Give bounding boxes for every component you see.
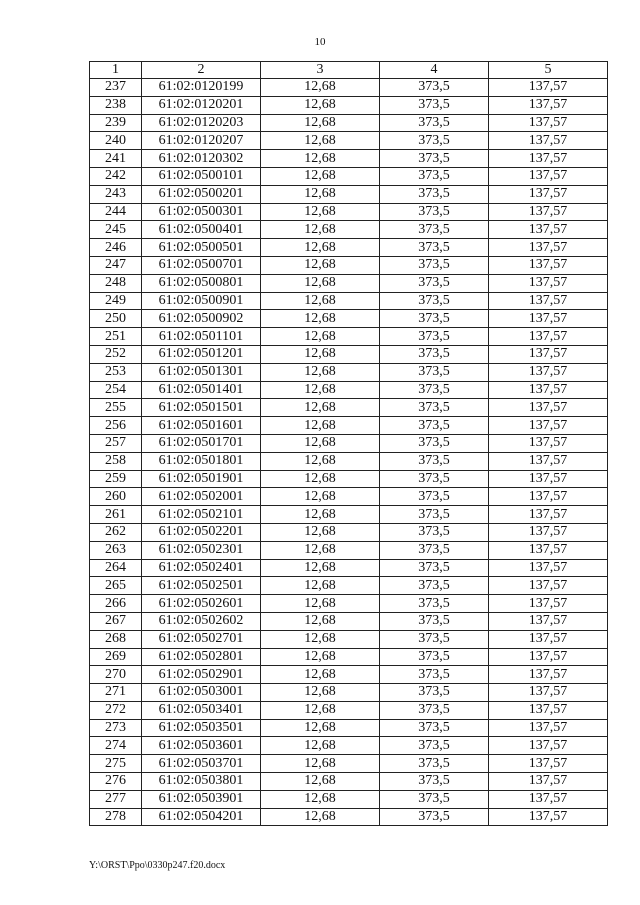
value-cell-4: 373,5	[380, 399, 489, 417]
value-cell-5: 137,57	[489, 808, 608, 826]
value-cell-4: 373,5	[380, 470, 489, 488]
column-header-5: 5	[489, 62, 608, 79]
value-cell-3: 12,68	[261, 363, 380, 381]
row-number-cell: 259	[90, 470, 142, 488]
table-row	[90, 648, 608, 666]
value-cell-5: 137,57	[489, 150, 608, 168]
cadastral-number-cell: 61:02:0120201	[142, 96, 261, 114]
value-cell-4: 373,5	[380, 381, 489, 399]
value-cell-4: 373,5	[380, 96, 489, 114]
table-row	[90, 470, 608, 488]
value-cell-5: 137,57	[489, 381, 608, 399]
table-row	[90, 523, 608, 541]
row-number-cell: 268	[90, 630, 142, 648]
row-number-cell: 261	[90, 506, 142, 524]
value-cell-3: 12,68	[261, 79, 380, 97]
table-row	[90, 292, 608, 310]
cadastral-number-cell: 61:02:0500201	[142, 185, 261, 203]
value-cell-3: 12,68	[261, 132, 380, 150]
table-row	[90, 595, 608, 613]
row-number-cell: 247	[90, 256, 142, 274]
table-row	[90, 488, 608, 506]
cadastral-number-cell: 61:02:0502701	[142, 630, 261, 648]
row-number-cell: 248	[90, 274, 142, 292]
table-row	[90, 274, 608, 292]
column-header-2: 2	[142, 62, 261, 79]
table-row	[90, 630, 608, 648]
value-cell-5: 137,57	[489, 96, 608, 114]
value-cell-5: 137,57	[489, 559, 608, 577]
value-cell-4: 373,5	[380, 114, 489, 132]
column-header-4: 4	[380, 62, 489, 79]
value-cell-5: 137,57	[489, 239, 608, 257]
table-row	[90, 221, 608, 239]
value-cell-3: 12,68	[261, 328, 380, 346]
value-cell-5: 137,57	[489, 167, 608, 185]
row-number-cell: 275	[90, 755, 142, 773]
value-cell-3: 12,68	[261, 790, 380, 808]
row-number-cell: 264	[90, 559, 142, 577]
table-row	[90, 719, 608, 737]
value-cell-3: 12,68	[261, 399, 380, 417]
column-header-3: 3	[261, 62, 380, 79]
value-cell-5: 137,57	[489, 132, 608, 150]
value-cell-3: 12,68	[261, 559, 380, 577]
row-number-cell: 257	[90, 434, 142, 452]
cadastral-number-cell: 61:02:0500902	[142, 310, 261, 328]
table-row	[90, 132, 608, 150]
value-cell-4: 373,5	[380, 256, 489, 274]
cadastral-number-cell: 61:02:0500801	[142, 274, 261, 292]
value-cell-5: 137,57	[489, 666, 608, 684]
value-cell-3: 12,68	[261, 256, 380, 274]
value-cell-4: 373,5	[380, 345, 489, 363]
cadastral-number-cell: 61:02:0500401	[142, 221, 261, 239]
value-cell-4: 373,5	[380, 79, 489, 97]
table-row	[90, 506, 608, 524]
row-number-cell: 262	[90, 523, 142, 541]
cadastral-number-cell: 61:02:0501701	[142, 434, 261, 452]
value-cell-5: 137,57	[489, 328, 608, 346]
cadastral-number-cell: 61:02:0503501	[142, 719, 261, 737]
row-number-cell: 277	[90, 790, 142, 808]
value-cell-4: 373,5	[380, 363, 489, 381]
table-row	[90, 381, 608, 399]
row-number-cell: 274	[90, 737, 142, 755]
row-number-cell: 266	[90, 595, 142, 613]
value-cell-3: 12,68	[261, 666, 380, 684]
table-row	[90, 114, 608, 132]
value-cell-4: 373,5	[380, 239, 489, 257]
row-number-cell: 273	[90, 719, 142, 737]
row-number-cell: 263	[90, 541, 142, 559]
row-number-cell: 267	[90, 612, 142, 630]
cadastral-number-cell: 61:02:0501501	[142, 399, 261, 417]
value-cell-4: 373,5	[380, 434, 489, 452]
row-number-cell: 265	[90, 577, 142, 595]
value-cell-3: 12,68	[261, 345, 380, 363]
row-number-cell: 254	[90, 381, 142, 399]
table-row	[90, 666, 608, 684]
cadastral-number-cell: 61:02:0120203	[142, 114, 261, 132]
value-cell-3: 12,68	[261, 274, 380, 292]
table-row	[90, 737, 608, 755]
cadastral-number-cell: 61:02:0503001	[142, 684, 261, 702]
row-number-cell: 249	[90, 292, 142, 310]
value-cell-4: 373,5	[380, 167, 489, 185]
cadastral-number-cell: 61:02:0501901	[142, 470, 261, 488]
value-cell-3: 12,68	[261, 773, 380, 791]
value-cell-4: 373,5	[380, 737, 489, 755]
row-number-cell: 260	[90, 488, 142, 506]
cadastral-number-cell: 61:02:0502601	[142, 595, 261, 613]
table-row	[90, 541, 608, 559]
cadastral-number-cell: 61:02:0502401	[142, 559, 261, 577]
value-cell-5: 137,57	[489, 274, 608, 292]
page-number: 10	[314, 36, 326, 48]
value-cell-3: 12,68	[261, 221, 380, 239]
value-cell-5: 137,57	[489, 755, 608, 773]
value-cell-4: 373,5	[380, 612, 489, 630]
value-cell-4: 373,5	[380, 755, 489, 773]
value-cell-5: 137,57	[489, 221, 608, 239]
value-cell-4: 373,5	[380, 310, 489, 328]
value-cell-4: 373,5	[380, 203, 489, 221]
table-row	[90, 434, 608, 452]
value-cell-3: 12,68	[261, 737, 380, 755]
value-cell-3: 12,68	[261, 452, 380, 470]
value-cell-3: 12,68	[261, 381, 380, 399]
column-header-1: 1	[90, 62, 142, 79]
table-row	[90, 452, 608, 470]
value-cell-4: 373,5	[380, 684, 489, 702]
cadastral-number-cell: 61:02:0500101	[142, 167, 261, 185]
value-cell-4: 373,5	[380, 541, 489, 559]
table-row	[90, 203, 608, 221]
row-number-cell: 258	[90, 452, 142, 470]
value-cell-5: 137,57	[489, 452, 608, 470]
row-number-cell: 255	[90, 399, 142, 417]
table-row	[90, 167, 608, 185]
cadastral-number-cell: 61:02:0501101	[142, 328, 261, 346]
cadastral-number-cell: 61:02:0500701	[142, 256, 261, 274]
value-cell-5: 137,57	[489, 256, 608, 274]
row-number-cell: 238	[90, 96, 142, 114]
value-cell-5: 137,57	[489, 595, 608, 613]
cadastral-number-cell: 61:02:0501401	[142, 381, 261, 399]
table-row	[90, 185, 608, 203]
table-row	[90, 399, 608, 417]
value-cell-5: 137,57	[489, 773, 608, 791]
row-number-cell: 244	[90, 203, 142, 221]
value-cell-5: 137,57	[489, 345, 608, 363]
row-number-cell: 237	[90, 79, 142, 97]
value-cell-3: 12,68	[261, 203, 380, 221]
cadastral-number-cell: 61:02:0120207	[142, 132, 261, 150]
value-cell-4: 373,5	[380, 274, 489, 292]
table-row	[90, 559, 608, 577]
table-row	[90, 701, 608, 719]
value-cell-4: 373,5	[380, 132, 489, 150]
cadastral-number-cell: 61:02:0504201	[142, 808, 261, 826]
cadastral-number-cell: 61:02:0501601	[142, 417, 261, 435]
value-cell-3: 12,68	[261, 470, 380, 488]
value-cell-3: 12,68	[261, 167, 380, 185]
value-cell-4: 373,5	[380, 328, 489, 346]
row-number-cell: 246	[90, 239, 142, 257]
cadastral-number-cell: 61:02:0503801	[142, 773, 261, 791]
row-number-cell: 272	[90, 701, 142, 719]
table-row	[90, 684, 608, 702]
row-number-cell: 245	[90, 221, 142, 239]
cadastral-number-cell: 61:02:0503601	[142, 737, 261, 755]
value-cell-3: 12,68	[261, 239, 380, 257]
value-cell-5: 137,57	[489, 790, 608, 808]
value-cell-4: 373,5	[380, 701, 489, 719]
table-row	[90, 96, 608, 114]
cadastral-number-cell: 61:02:0502301	[142, 541, 261, 559]
value-cell-3: 12,68	[261, 417, 380, 435]
row-number-cell: 271	[90, 684, 142, 702]
value-cell-4: 373,5	[380, 417, 489, 435]
table-header-row	[90, 62, 608, 79]
value-cell-4: 373,5	[380, 719, 489, 737]
value-cell-5: 137,57	[489, 292, 608, 310]
row-number-cell: 250	[90, 310, 142, 328]
value-cell-4: 373,5	[380, 773, 489, 791]
cadastral-number-cell: 61:02:0502101	[142, 506, 261, 524]
value-cell-4: 373,5	[380, 292, 489, 310]
value-cell-3: 12,68	[261, 114, 380, 132]
cadastral-number-cell: 61:02:0503701	[142, 755, 261, 773]
value-cell-5: 137,57	[489, 737, 608, 755]
value-cell-4: 373,5	[380, 577, 489, 595]
table-row	[90, 150, 608, 168]
cadastral-number-cell: 61:02:0120199	[142, 79, 261, 97]
data-table	[89, 61, 608, 826]
table-row	[90, 239, 608, 257]
table-row	[90, 755, 608, 773]
value-cell-5: 137,57	[489, 399, 608, 417]
row-number-cell: 239	[90, 114, 142, 132]
value-cell-5: 137,57	[489, 363, 608, 381]
value-cell-3: 12,68	[261, 808, 380, 826]
cadastral-number-cell: 61:02:0501201	[142, 345, 261, 363]
value-cell-4: 373,5	[380, 808, 489, 826]
value-cell-5: 137,57	[489, 488, 608, 506]
value-cell-5: 137,57	[489, 506, 608, 524]
value-cell-3: 12,68	[261, 310, 380, 328]
value-cell-3: 12,68	[261, 292, 380, 310]
value-cell-5: 137,57	[489, 523, 608, 541]
table-row	[90, 577, 608, 595]
cadastral-number-cell: 61:02:0502001	[142, 488, 261, 506]
cadastral-number-cell: 61:02:0500901	[142, 292, 261, 310]
value-cell-5: 137,57	[489, 577, 608, 595]
value-cell-3: 12,68	[261, 595, 380, 613]
value-cell-5: 137,57	[489, 185, 608, 203]
value-cell-4: 373,5	[380, 150, 489, 168]
value-cell-4: 373,5	[380, 666, 489, 684]
value-cell-3: 12,68	[261, 541, 380, 559]
value-cell-4: 373,5	[380, 452, 489, 470]
value-cell-3: 12,68	[261, 755, 380, 773]
value-cell-4: 373,5	[380, 559, 489, 577]
value-cell-5: 137,57	[489, 630, 608, 648]
table-row	[90, 790, 608, 808]
value-cell-5: 137,57	[489, 114, 608, 132]
value-cell-4: 373,5	[380, 648, 489, 666]
value-cell-5: 137,57	[489, 684, 608, 702]
cadastral-number-cell: 61:02:0503401	[142, 701, 261, 719]
cadastral-number-cell: 61:02:0501801	[142, 452, 261, 470]
row-number-cell: 252	[90, 345, 142, 363]
row-number-cell: 242	[90, 167, 142, 185]
table-row	[90, 773, 608, 791]
value-cell-5: 137,57	[489, 434, 608, 452]
value-cell-5: 137,57	[489, 541, 608, 559]
value-cell-5: 137,57	[489, 470, 608, 488]
value-cell-3: 12,68	[261, 96, 380, 114]
cadastral-number-cell: 61:02:0502201	[142, 523, 261, 541]
value-cell-3: 12,68	[261, 684, 380, 702]
row-number-cell: 276	[90, 773, 142, 791]
table-row	[90, 808, 608, 826]
value-cell-5: 137,57	[489, 203, 608, 221]
value-cell-3: 12,68	[261, 648, 380, 666]
value-cell-3: 12,68	[261, 506, 380, 524]
value-cell-4: 373,5	[380, 185, 489, 203]
value-cell-4: 373,5	[380, 221, 489, 239]
cadastral-number-cell: 61:02:0120302	[142, 150, 261, 168]
footer-file-path: Y:\ORST\Ppo\0330p247.f20.docx	[89, 860, 226, 871]
value-cell-5: 137,57	[489, 648, 608, 666]
row-number-cell: 240	[90, 132, 142, 150]
value-cell-3: 12,68	[261, 701, 380, 719]
value-cell-3: 12,68	[261, 434, 380, 452]
table-row	[90, 363, 608, 381]
value-cell-3: 12,68	[261, 719, 380, 737]
value-cell-3: 12,68	[261, 150, 380, 168]
table-row	[90, 417, 608, 435]
row-number-cell: 253	[90, 363, 142, 381]
value-cell-5: 137,57	[489, 612, 608, 630]
value-cell-3: 12,68	[261, 630, 380, 648]
row-number-cell: 243	[90, 185, 142, 203]
value-cell-5: 137,57	[489, 719, 608, 737]
value-cell-4: 373,5	[380, 595, 489, 613]
cadastral-number-cell: 61:02:0502501	[142, 577, 261, 595]
value-cell-5: 137,57	[489, 417, 608, 435]
value-cell-3: 12,68	[261, 488, 380, 506]
table-body	[90, 79, 608, 826]
cadastral-number-cell: 61:02:0500501	[142, 239, 261, 257]
table-row	[90, 79, 608, 97]
table-row	[90, 612, 608, 630]
row-number-cell: 269	[90, 648, 142, 666]
cadastral-number-cell: 61:02:0502602	[142, 612, 261, 630]
value-cell-4: 373,5	[380, 790, 489, 808]
row-number-cell: 270	[90, 666, 142, 684]
value-cell-5: 137,57	[489, 701, 608, 719]
table-row	[90, 256, 608, 274]
value-cell-3: 12,68	[261, 185, 380, 203]
value-cell-5: 137,57	[489, 310, 608, 328]
value-cell-4: 373,5	[380, 506, 489, 524]
row-number-cell: 278	[90, 808, 142, 826]
cadastral-number-cell: 61:02:0501301	[142, 363, 261, 381]
value-cell-4: 373,5	[380, 630, 489, 648]
value-cell-5: 137,57	[489, 79, 608, 97]
table-row	[90, 310, 608, 328]
value-cell-3: 12,68	[261, 612, 380, 630]
value-cell-3: 12,68	[261, 577, 380, 595]
row-number-cell: 251	[90, 328, 142, 346]
cadastral-number-cell: 61:02:0502901	[142, 666, 261, 684]
row-number-cell: 241	[90, 150, 142, 168]
value-cell-4: 373,5	[380, 523, 489, 541]
cadastral-number-cell: 61:02:0503901	[142, 790, 261, 808]
value-cell-4: 373,5	[380, 488, 489, 506]
value-cell-3: 12,68	[261, 523, 380, 541]
cadastral-number-cell: 61:02:0500301	[142, 203, 261, 221]
table-row	[90, 345, 608, 363]
cadastral-number-cell: 61:02:0502801	[142, 648, 261, 666]
table-row	[90, 328, 608, 346]
row-number-cell: 256	[90, 417, 142, 435]
